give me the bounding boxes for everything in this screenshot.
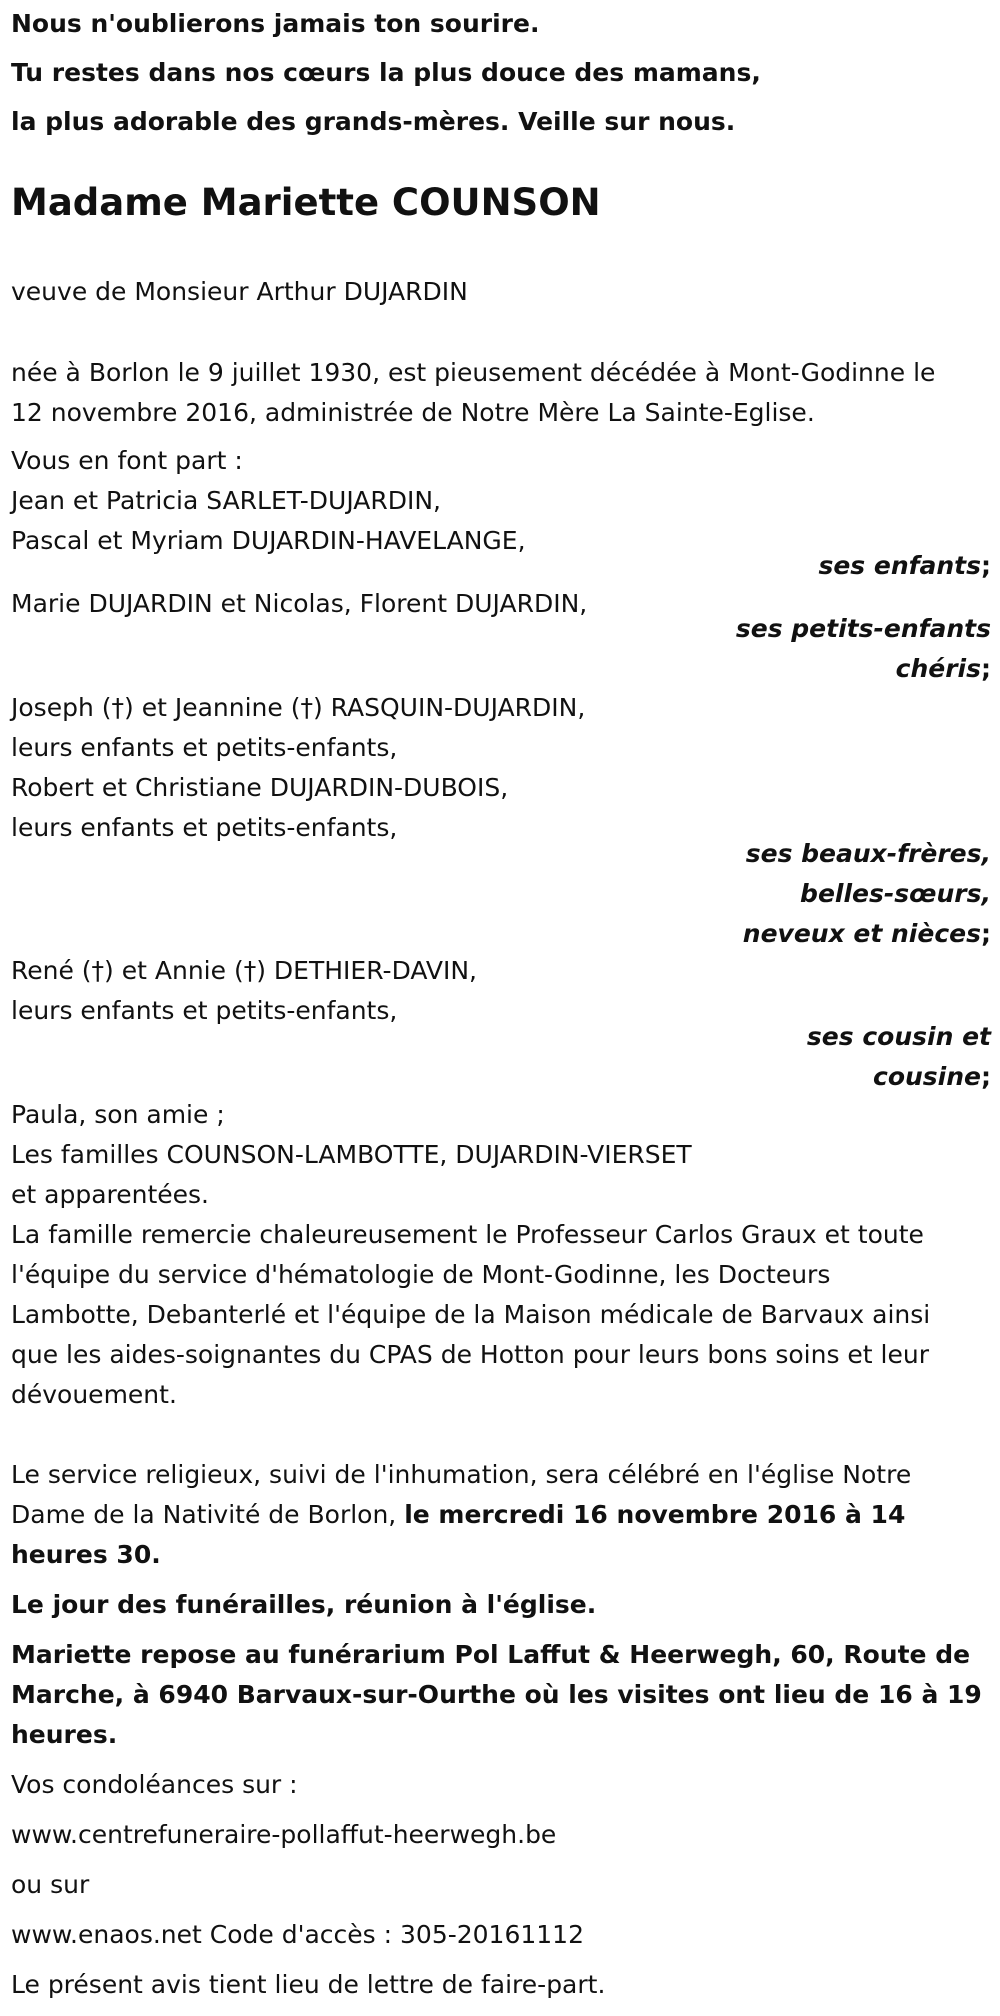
families-line-2: et apparentées. [11,1180,209,1209]
condolences-or: ou sur [11,1870,90,1899]
thanks-line-5: dévouement. [11,1380,177,1409]
header-line-3: la plus adorable des grands-mères. Veille sur nous. [11,107,736,136]
siblings-line-4: leurs enfants et petits-enfants, [11,813,398,842]
birth-death-line-2: 12 novembre 2016, administrée de Notre Mère La Sainte-Eglise. [11,398,815,427]
role-grandchildren-2: chéris; [895,654,991,683]
service-line-3: heures 30. [11,1540,161,1569]
role-cousins-1: ses cousin et [806,1022,991,1051]
thanks-line-4: que les aides-soignantes du CPAS de Hotton pour leurs bons soins et leur [11,1340,929,1369]
siblings-line-1: Joseph (†) et Jeannine (†) RASQUIN-DUJARDIN, [11,693,586,722]
service-line-2: Dame de la Nativité de Borlon, le mercredi 16 novembre 2016 à 14 [11,1500,906,1529]
header-line-1: Nous n'oublierons jamais ton sourire. [11,9,540,38]
condolences-site-2[interactable]: www.enaos.net Code d'accès : 305-20161112 [11,1920,584,1949]
rest-line-3: heures. [11,1720,118,1749]
role-cousins-2: cousine; [873,1062,991,1091]
condolences-intro: Vos condoléances sur : [11,1770,298,1799]
rest-line-1: Mariette repose au funérarium Pol Laffut & Heerwegh, 60, Route de [11,1640,971,1669]
children-line-2: Pascal et Myriam DUJARDIN-HAVELANGE, [11,526,526,555]
cousins-line-2: leurs enfants et petits-enfants, [11,996,398,1025]
role-siblings-1: ses beaux-frères, [745,839,991,868]
role-siblings-3: neveux et nièces; [742,919,991,948]
deceased-name: Madame Mariette COUNSON [11,181,601,224]
friend-line: Paula, son amie ; [11,1100,225,1129]
widow-of: veuve de Monsieur Arthur DUJARDIN [11,277,468,306]
thanks-line-2: l'équipe du service d'hématologie de Mont-Godinne, les Docteurs [11,1260,831,1289]
children-line-1: Jean et Patricia SARLET-DUJARDIN, [11,486,442,515]
role-grandchildren-1: ses petits-enfants [735,614,991,643]
siblings-line-3: Robert et Christiane DUJARDIN-DUBOIS, [11,773,509,802]
header-line-2: Tu restes dans nos cœurs la plus douce des mamans, [11,58,761,87]
thanks-line-1: La famille remercie chaleureusement le Professeur Carlos Graux et toute [11,1220,924,1249]
role-children: ses enfants; [818,551,991,580]
families-line-1: Les familles COUNSON-LAMBOTTE, DUJARDIN-VIERSET [11,1140,692,1169]
service-line-1: Le service religieux, suivi de l'inhumation, sera célébré en l'église Notre [11,1460,912,1489]
birth-death-line-1: née à Borlon le 9 juillet 1930, est pieusement décédée à Mont-Godinne le [11,358,936,387]
thanks-line-3: Lambotte, Debanterlé et l'équipe de la Maison médicale de Barvaux ainsi [11,1300,931,1329]
role-siblings-2: belles-sœurs, [800,879,991,908]
closing-line: Le présent avis tient lieu de lettre de faire-part. [11,1970,606,1999]
condolences-site-1[interactable]: www.centrefuneraire-pollaffut-heerwegh.be [11,1820,557,1849]
rest-line-2: Marche, à 6940 Barvaux-sur-Ourthe où les visites ont lieu de 16 à 19 [11,1680,982,1709]
gathering-line: Le jour des funérailles, réunion à l'église. [11,1590,597,1619]
siblings-line-2: leurs enfants et petits-enfants, [11,733,398,762]
cousins-line-1: René (†) et Annie (†) DETHIER-DAVIN, [11,956,478,985]
family-intro: Vous en font part : [11,446,243,475]
grandchildren-line-1: Marie DUJARDIN et Nicolas, Florent DUJARDIN, [11,589,588,618]
